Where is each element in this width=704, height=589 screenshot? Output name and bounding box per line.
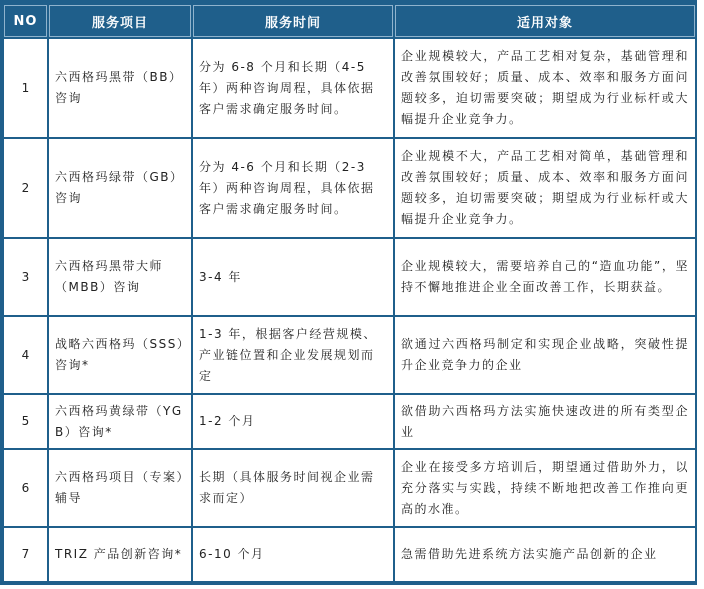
target-clients-cell: 企业规模较大，产品工艺相对复杂，基础管理和改善氛围较好；质量、成本、效率和服务方面问题较多，迫切需要突破；期望成为行业标杆或大幅提升企业竞争力。 <box>395 39 695 137</box>
target-clients-cell: 急需借助先进系统方法实施产品创新的企业 <box>395 528 695 581</box>
service-time-cell: 1-2 个月 <box>193 395 393 448</box>
service-time-cell: 3-4 年 <box>193 239 393 315</box>
service-item-cell: TRIZ 产品创新咨询* <box>49 528 191 581</box>
service-item-cell: 六西格玛项目（专案）辅导 <box>49 450 191 526</box>
header-row <box>4 5 695 37</box>
row-number: 5 <box>4 395 47 448</box>
header-target-clients: 适用对象 <box>395 5 695 37</box>
service-item-cell: 六西格玛黑带大师（MBB）咨询 <box>49 239 191 315</box>
target-clients-cell: 欲通过六西格玛制定和实现企业战略，突破性提升企业竞争力的企业 <box>395 317 695 393</box>
table-row <box>4 528 695 581</box>
header-service-time: 服务时间 <box>193 5 393 37</box>
service-time-cell: 长期（具体服务时间视企业需求而定） <box>193 450 393 526</box>
table-row <box>4 450 695 526</box>
service-item-cell: 战略六西格玛（SSS）咨询* <box>49 317 191 393</box>
service-item-cell: 六西格玛绿带（GB）咨询 <box>49 139 191 237</box>
row-number: 4 <box>4 317 47 393</box>
row-number: 3 <box>4 239 47 315</box>
target-clients-cell: 欲借助六西格玛方法实施快速改进的所有类型企业 <box>395 395 695 448</box>
target-clients-cell: 企业规模不大，产品工艺相对简单，基础管理和改善氛围较好；质量、成本、效率和服务方面问题较多，迫切需要突破；期望成为行业标杆或大幅提升企业竞争力。 <box>395 139 695 237</box>
row-number: 1 <box>4 39 47 137</box>
service-time-cell: 1-3 年，根据客户经营规模、产业链位置和企业发展规划而定 <box>193 317 393 393</box>
table-row <box>4 239 695 315</box>
service-item-cell: 六西格玛黄绿带（YGB）咨询* <box>49 395 191 448</box>
service-time-cell: 分为 6-8 个月和长期（4-5 年）两种咨询周程，具体依据客户需求确定服务时间。 <box>193 39 393 137</box>
target-clients-cell: 企业规模较大，需要培养自己的“造血功能”，坚持不懈地推进企业全面改善工作，长期获益。 <box>395 239 695 315</box>
table-row <box>4 39 695 137</box>
row-number: 2 <box>4 139 47 237</box>
table-row <box>4 395 695 448</box>
header-service-item: 服务项目 <box>49 5 191 37</box>
service-time-cell: 6-10 个月 <box>193 528 393 581</box>
service-item-cell: 六西格玛黑带（BB）咨询 <box>49 39 191 137</box>
header-no: NO <box>4 5 47 37</box>
table-row <box>4 317 695 393</box>
table-row <box>4 139 695 237</box>
row-number: 7 <box>4 528 47 581</box>
row-number: 6 <box>4 450 47 526</box>
service-time-cell: 分为 4-6 个月和长期（2-3 年）两种咨询周程，具体依据客户需求确定服务时间。 <box>193 139 393 237</box>
target-clients-cell: 企业在接受多方培训后，期望通过借助外力，以充分落实与实践，持续不断地把改善工作推向更高的水准。 <box>395 450 695 526</box>
service-table <box>2 3 697 583</box>
